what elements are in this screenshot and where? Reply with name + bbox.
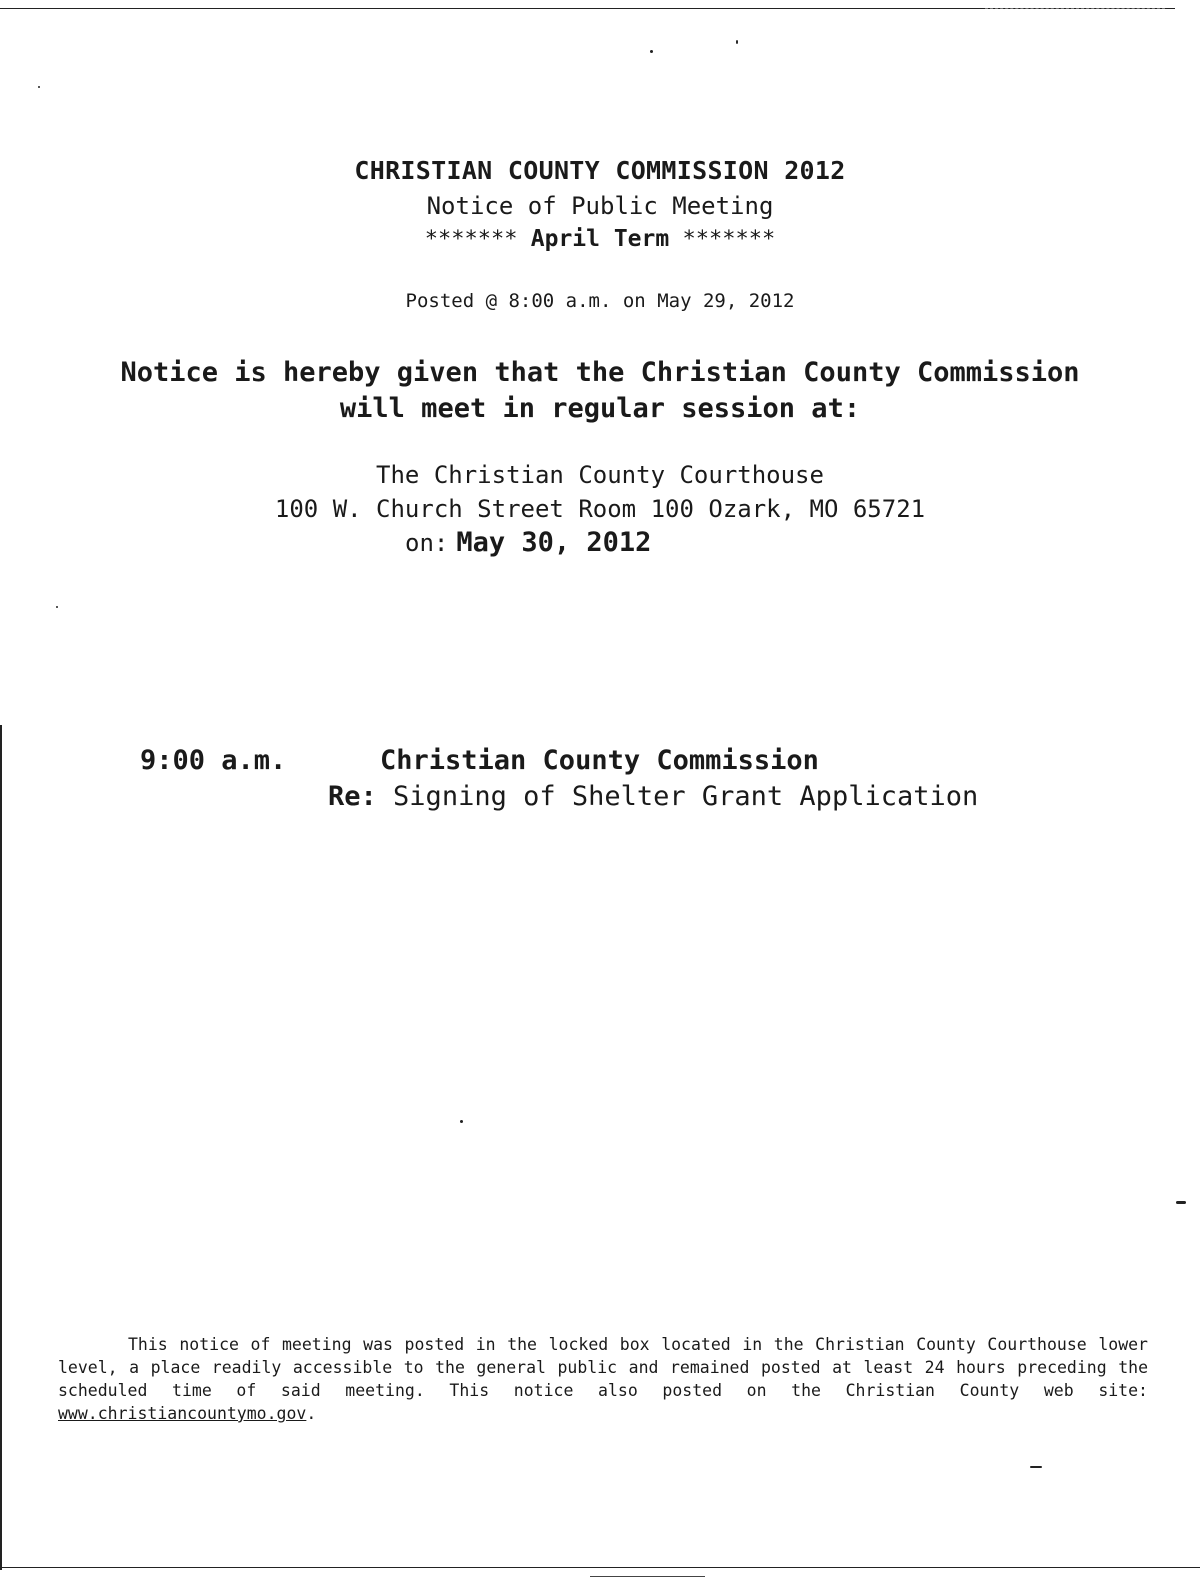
notice-line-1: Notice is hereby given that the Christian County Commission: [120, 357, 1080, 388]
meeting-date-label: on:: [405, 529, 449, 557]
scan-speck: [1176, 1201, 1186, 1204]
location-address: 100 W. Church Street Room 100 Ozark, MO 65721: [274, 495, 926, 523]
posting-statement-text: This notice of meeting was posted in the locked box located in the Christian County Courthouse lower level, a place readily accessible to the general public and remained posted at least 24 hours preceding the scheduled time of said meeting. This notice also posted on the Christian County web site:: [58, 1335, 1148, 1400]
county-website-link[interactable]: www.christiancountymo.gov: [58, 1404, 307, 1423]
meeting-location: [0, 458, 1200, 526]
agenda-item-time: 9:00 a.m.: [140, 745, 287, 776]
meeting-date: [405, 527, 651, 558]
scan-speck: [736, 40, 738, 44]
agenda-re-text: Signing of Shelter Grant Application: [393, 781, 979, 812]
meeting-date-value: May 30, 2012: [456, 527, 652, 558]
page-bottom-mark: [590, 1576, 705, 1577]
agenda-item-body: Christian County Commission: [380, 745, 819, 776]
agenda-item-subject: [328, 781, 978, 812]
term-label: April Term: [530, 226, 670, 252]
term-stars-right: *******: [682, 227, 776, 252]
scan-speck: [650, 50, 653, 53]
posting-statement: [58, 1333, 1148, 1425]
document-title: CHRISTIAN COUNTY COMMISSION 2012: [354, 156, 846, 185]
notice-statement: [0, 355, 1200, 427]
notice-line-2: will meet in regular session at:: [339, 393, 861, 424]
term-stars-left: *******: [424, 227, 518, 252]
location-building: The Christian County Courthouse: [376, 461, 824, 489]
page-bottom-border: [0, 1567, 1200, 1568]
page-top-border-dashed: [985, 8, 1165, 9]
term-line: [0, 226, 1200, 252]
scan-speck: [1030, 1466, 1042, 1468]
posting-statement-end: .: [306, 1404, 317, 1423]
scan-speck: [38, 86, 40, 88]
page-left-border: [0, 725, 2, 1570]
scan-speck: [56, 606, 58, 608]
document-subtitle: Notice of Public Meeting: [426, 192, 774, 220]
agenda-re-label: Re:: [328, 781, 377, 812]
scan-speck: [460, 1120, 463, 1123]
posted-timestamp: Posted @ 8:00 a.m. on May 29, 2012: [405, 290, 795, 312]
